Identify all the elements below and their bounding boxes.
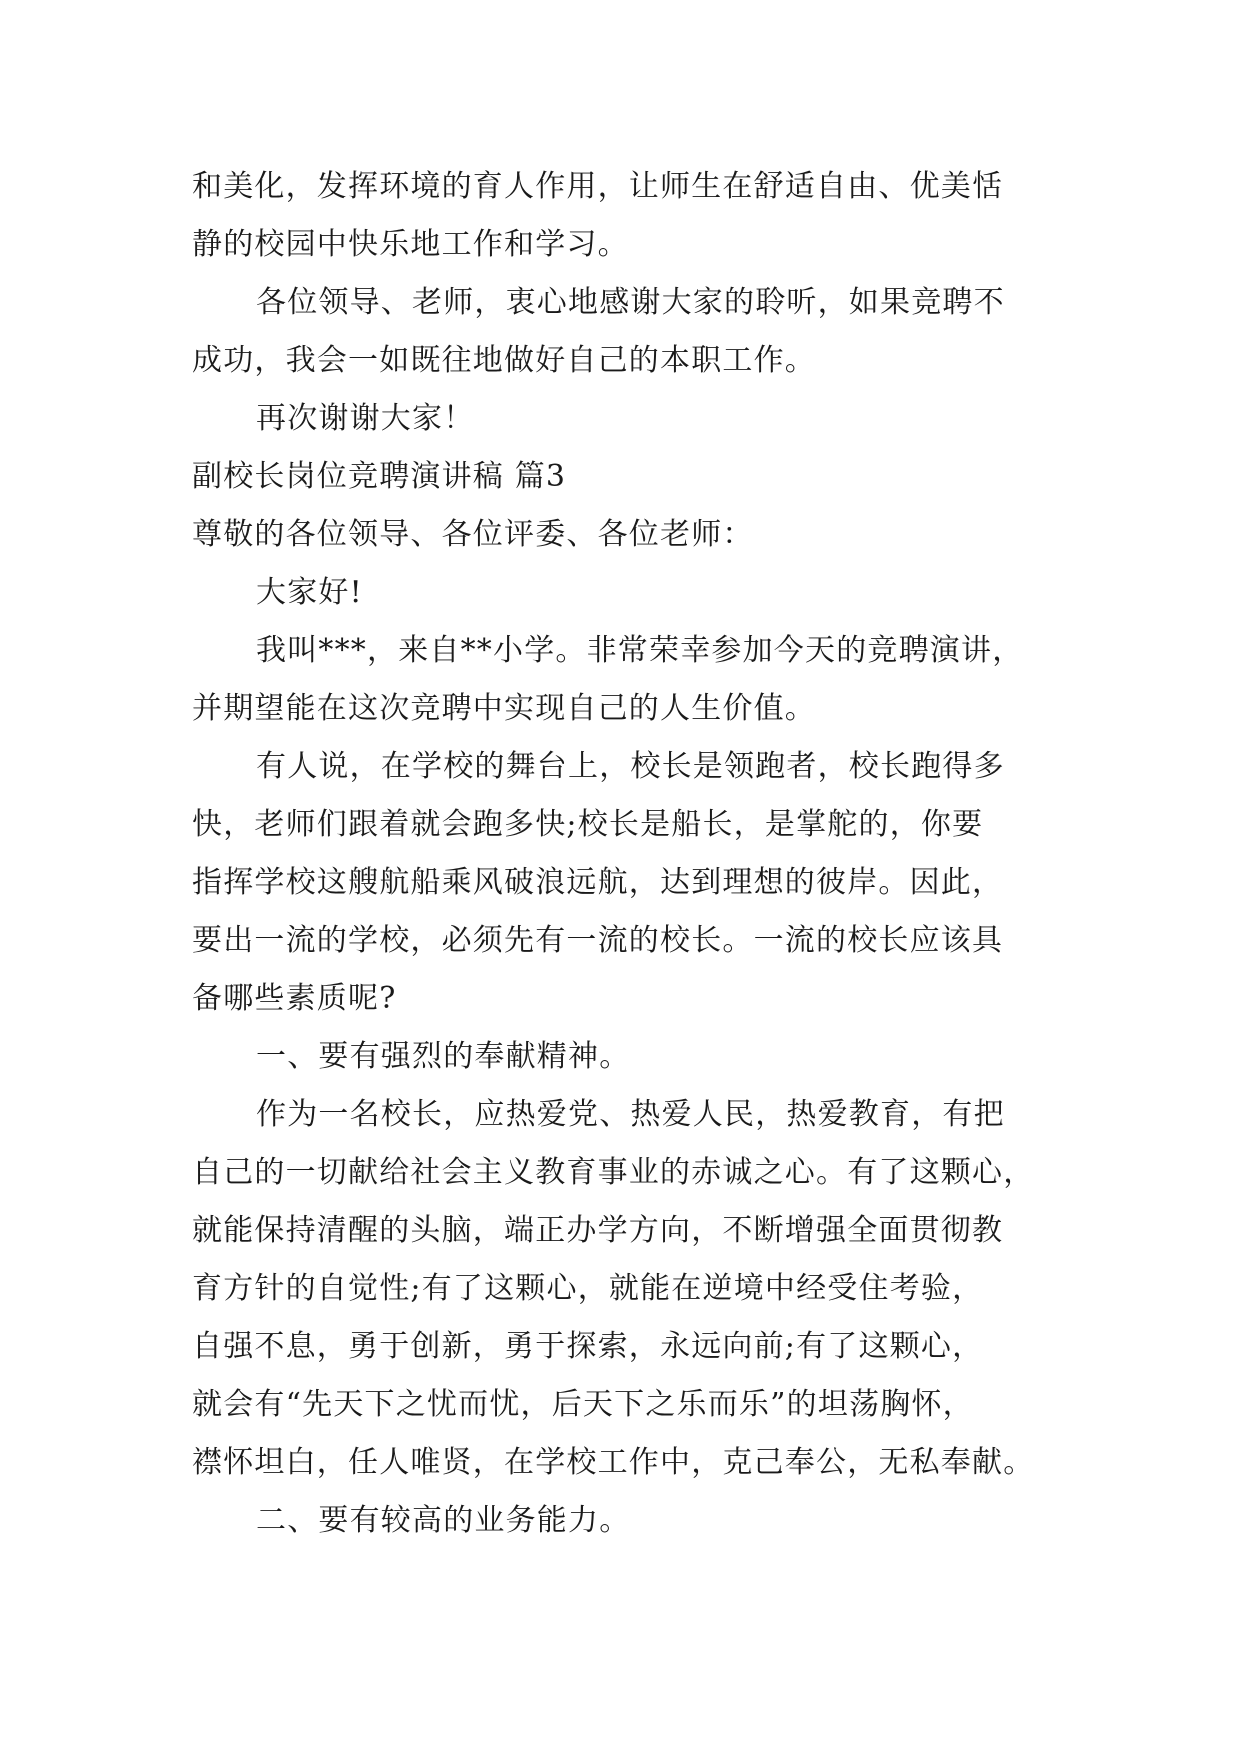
salutation: 尊敬的各位领导、各位评委、各位老师： — [192, 517, 754, 552]
text-line: 襟怀坦白，任人唯贤，在学校工作中，克己奉公，无私奉献。 — [192, 1445, 1035, 1480]
paragraph-first-line: 我叫***，来自**小学。非常荣幸参加今天的竞聘演讲， — [256, 633, 1024, 668]
text-line: 要出一流的学校，必须先有一流的校长。一流的校长应该具 — [192, 923, 1004, 958]
greeting: 大家好! — [256, 575, 363, 610]
subheading: 二、要有较高的业务能力。 — [256, 1503, 631, 1538]
text-line: 育方针的自觉性;有了这颗心，就能在逆境中经受住考验， — [192, 1271, 984, 1306]
text-line: 快，老师们跟着就会跑多快;校长是船长，是掌舵的，你要 — [192, 807, 984, 842]
text-line: 成功，我会一如既往地做好自己的本职工作。 — [192, 343, 816, 378]
text-line: 指挥学校这艘航船乘风破浪远航，达到理想的彼岸。因此， — [192, 865, 1004, 900]
text-line: 就会有“先天下之忧而忧，后天下之乐而乐”的坦荡胸怀， — [192, 1387, 974, 1422]
subheading: 一、要有强烈的奉献精神。 — [256, 1039, 631, 1074]
text-line: 静的校园中快乐地工作和学习。 — [192, 227, 629, 262]
paragraph-first-line: 作为一名校长，应热爱党、热爱人民，热爱教育，有把 — [256, 1097, 1005, 1132]
section-heading: 副校长岗位竞聘演讲稿 篇3 — [192, 459, 567, 494]
text-line: 和美化，发挥环境的育人作用，让师生在舒适自由、优美恬 — [192, 169, 1004, 204]
text-line: 并期望能在这次竞聘中实现自己的人生价值。 — [192, 691, 816, 726]
paragraph-first-line: 各位领导、老师，衷心地感谢大家的聆听，如果竞聘不 — [256, 285, 1005, 320]
document-page — [192, 158, 1062, 1550]
paragraph-first-line: 再次谢谢大家！ — [256, 401, 475, 436]
text-line: 自强不息，勇于创新，勇于探索，永远向前;有了这颗心， — [192, 1329, 984, 1364]
text-line: 自己的一切献给社会主义教育事业的赤诚之心。有了这颗心， — [192, 1155, 1035, 1190]
text-line: 备哪些素质呢? — [192, 981, 397, 1016]
text-line: 就能保持清醒的头脑，端正办学方向，不断增强全面贯彻教 — [192, 1213, 1004, 1248]
paragraph-first-line: 有人说，在学校的舞台上，校长是领跑者，校长跑得多 — [256, 749, 1005, 784]
